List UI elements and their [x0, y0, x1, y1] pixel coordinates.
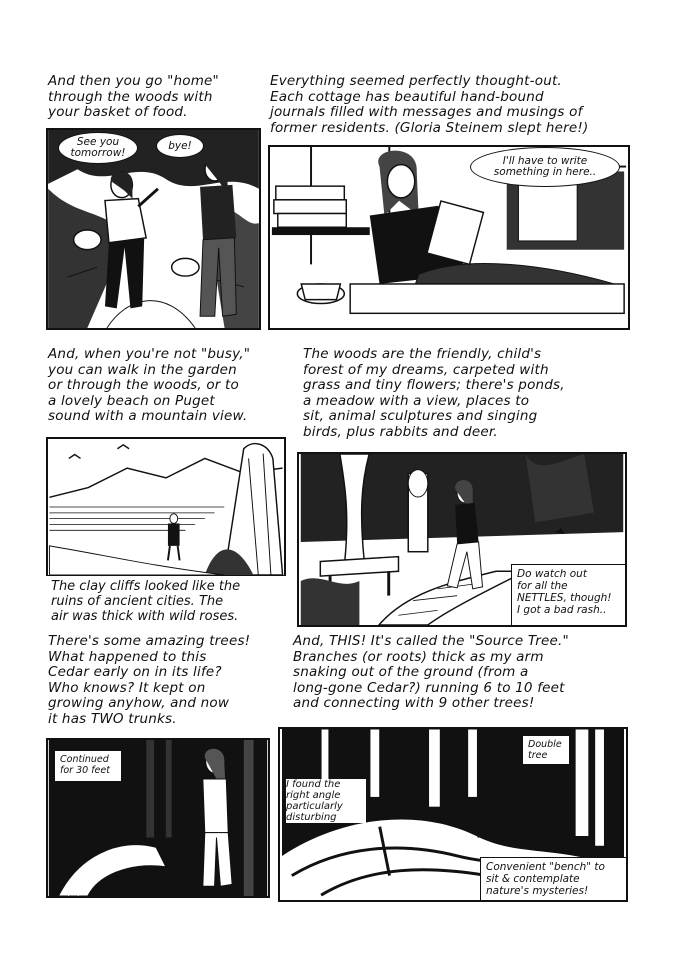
panel-beach-mountain — [46, 437, 286, 577]
caption-box-clay-cliffs: The clay cliffs looked like the ruins of ancient cities. The air was thick with wild roses. — [46, 576, 286, 628]
caption-box-double-tree: Double tree — [522, 735, 570, 765]
panel-friends-goodbye — [46, 128, 261, 330]
caption-friendly-woods: The woods are the friendly, child's forest of my dreams, carpeted with grass and tiny flowers; there's ponds, a meadow with a view, places to sit, animal sculptures and singing birds, plus rabbits and deer. — [303, 346, 565, 440]
panel-woods-walk — [297, 452, 627, 627]
caption-box-convenient-bench: Convenient "bench" to sit & contemplate nature's mysteries! — [480, 857, 628, 902]
beach-illustration — [48, 439, 284, 575]
caption-walk-garden: And, when you're not "busy," you can walk in the garden or through the woods, or to a lovely beach on Puget sound with a mountain view. — [48, 346, 251, 424]
speech-bubble-bye: bye! — [156, 134, 204, 158]
caption-box-nettles-warning: Do watch out for all the NETTLES, though! I got a bad rash.. — [511, 564, 627, 627]
speech-bubble-write-something: I'll have to write something in here.. — [470, 147, 620, 187]
panel-two-trunk-cedar — [46, 738, 270, 898]
caption-source-tree: And, THIS! It's called the "Source Tree." Branches (or roots) thick as my arm snaking out of the ground (from a long-gone Cedar?) running 6 to 10 feet and connecting with 9 other trees! — [293, 633, 569, 711]
panel-source-tree — [278, 727, 628, 902]
caption-cottage-journals: Everything seemed perfectly thought-out. Each cottage has beautiful hand-bound journals filled with messages and musings of former residents. (Gloria Steinem slept here!) — [270, 73, 589, 136]
panel-reading-journal — [268, 145, 630, 330]
caption-box-thirty-feet: Continued for 30 feet — [54, 750, 122, 782]
speech-bubble-see-you: See you tomorrow! — [58, 132, 138, 164]
caption-go-home: And then you go "home" through the woods with your basket of food. — [48, 73, 219, 120]
caption-amazing-trees: There's some amazing trees! What happened to this Cedar early on in its life? Who knows? It kept on growing anyhow, and now it has TWO trunks. — [48, 633, 251, 727]
label-right-angle: I found the right angle particularly disturbing — [286, 779, 366, 823]
